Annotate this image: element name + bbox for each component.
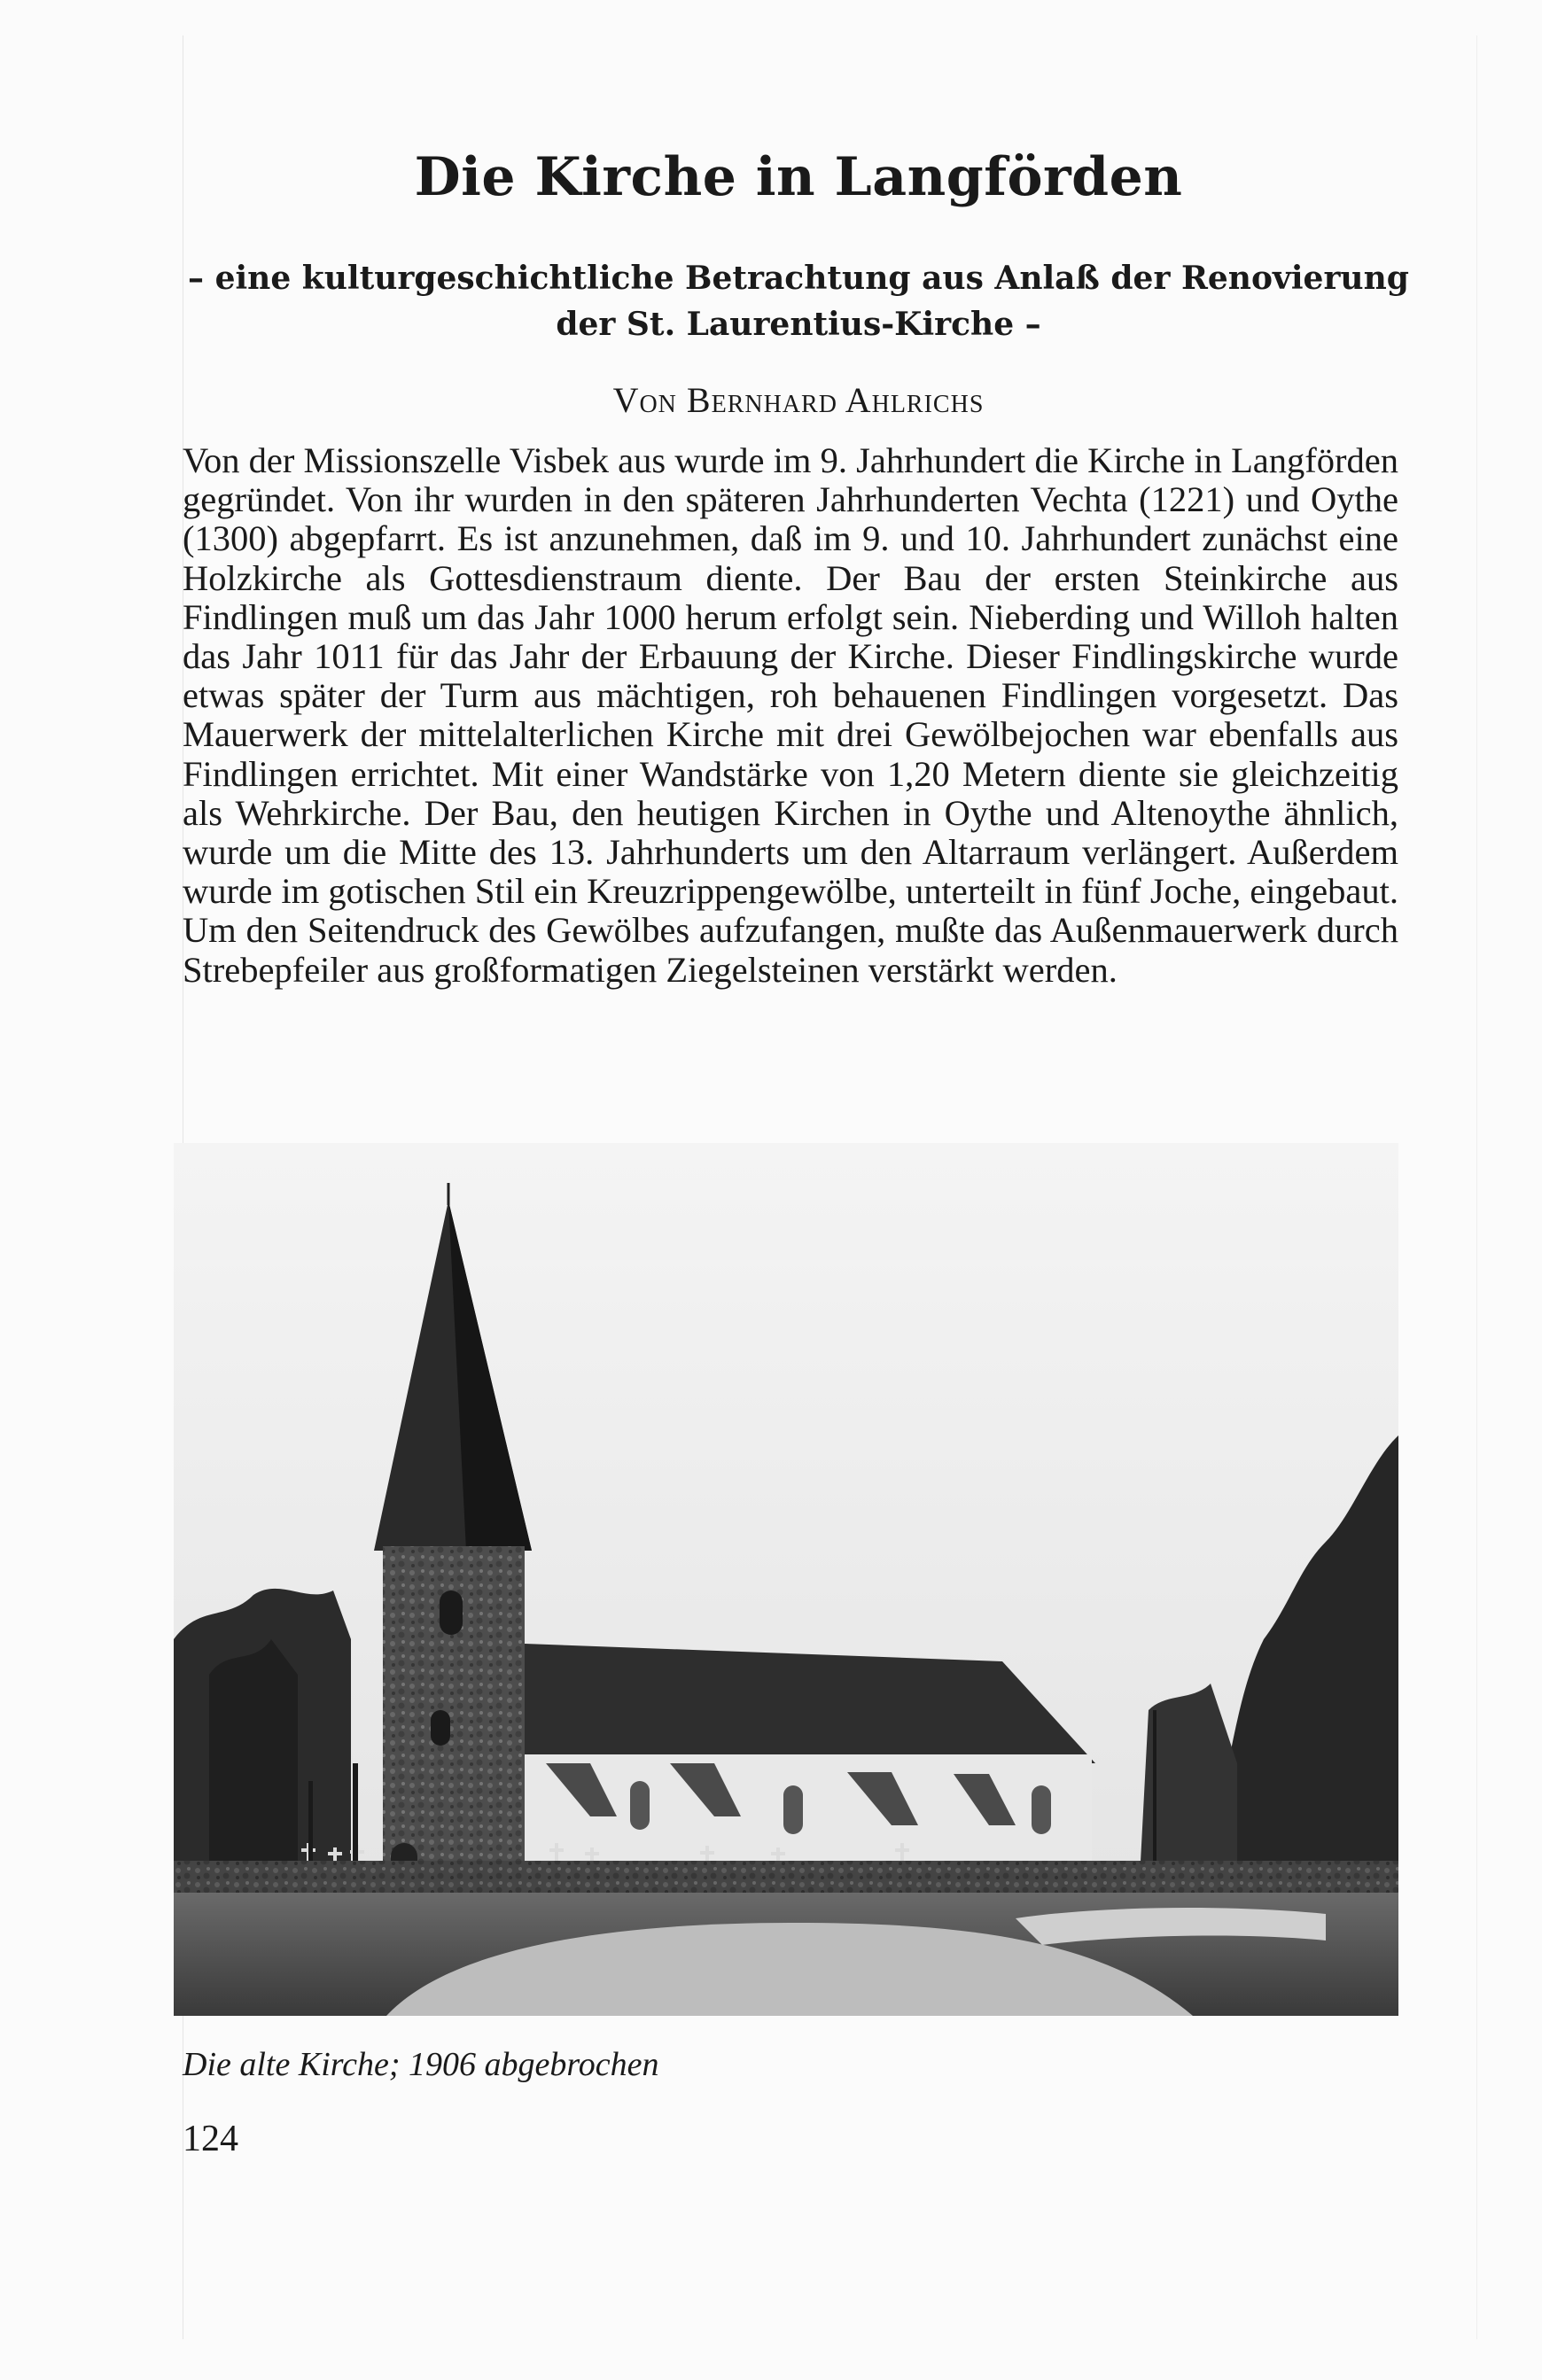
- church-photograph: [174, 1143, 1398, 2016]
- article-subtitle: [183, 255, 1414, 347]
- subtitle-line-1: – eine kulturgeschichtliche Betrachtung aus Anlaß der Renovierung: [188, 260, 1409, 297]
- article-title: Die Kirche in Langförden: [414, 146, 1183, 208]
- article-author: Von Bernhard Ahlrichs: [612, 380, 985, 420]
- article-body: Von der Missionszelle Visbek aus wurde im 9. Jahrhundert die Kirche in Langförden gegründet. Von ihr wurden in den späteren Jahrhunderten Vechta (1221) und Oythe (1300) abgepfarrt. Es ist anzunehmen, daß im 9. und 10. Jahrhundert zunächst eine Holzkirche als Gottesdienstraum diente. Der Bau der ersten Steinkirche aus Findlingen muß um das Jahr 1000 herum erfolgt sein. Nieberding und Willoh halten das Jahr 1011 für das Jahr der Erbauung der Kirche. Dieser Findlingskirche wurde etwas später der Turm aus mächtigen, roh behauenen Findlingen vorgesetzt. Das Mauerwerk der mittelalterlichen Kirche mit drei Gewölbejochen war ebenfalls aus Findlingen errichtet. Mit einer Wandstärke von 1,20 Metern diente sie gleichzeitig als Wehrkirche. Der Bau, den heutigen Kirchen in Oythe und Altenoythe ähnlich, wurde um die Mitte des 13. Jahrhunderts um den Altarraum verlängert. Außerdem wurde im gotischen Stil ein Kreuzrippengewölbe, unterteilt in fünf Joche, eingebaut. Um den Seitendruck des Gewölbes aufzufangen, mußte das Außenmauerwerk durch Strebepfeiler aus großformatigen Ziegelsteinen verstärkt werden.: [183, 440, 1398, 990]
- nave-window-1: [783, 1785, 803, 1834]
- subtitle-line-2: der St. Laurentius-Kirche –: [556, 306, 1041, 343]
- figure-caption: Die alte Kirche; 1906 abgebrochen: [183, 2046, 659, 2083]
- nave-window-3: [630, 1781, 650, 1830]
- tower-window: [440, 1591, 463, 1635]
- pole-right: [1153, 1710, 1156, 1878]
- nave-window-2: [1032, 1785, 1051, 1834]
- church-photo-drawing: [174, 1143, 1398, 2016]
- tower-window-lower: [431, 1710, 450, 1746]
- tree-dark-left: [209, 1639, 298, 1878]
- scan-edge-right: [1476, 35, 1477, 2339]
- page-number: 124: [183, 2119, 238, 2159]
